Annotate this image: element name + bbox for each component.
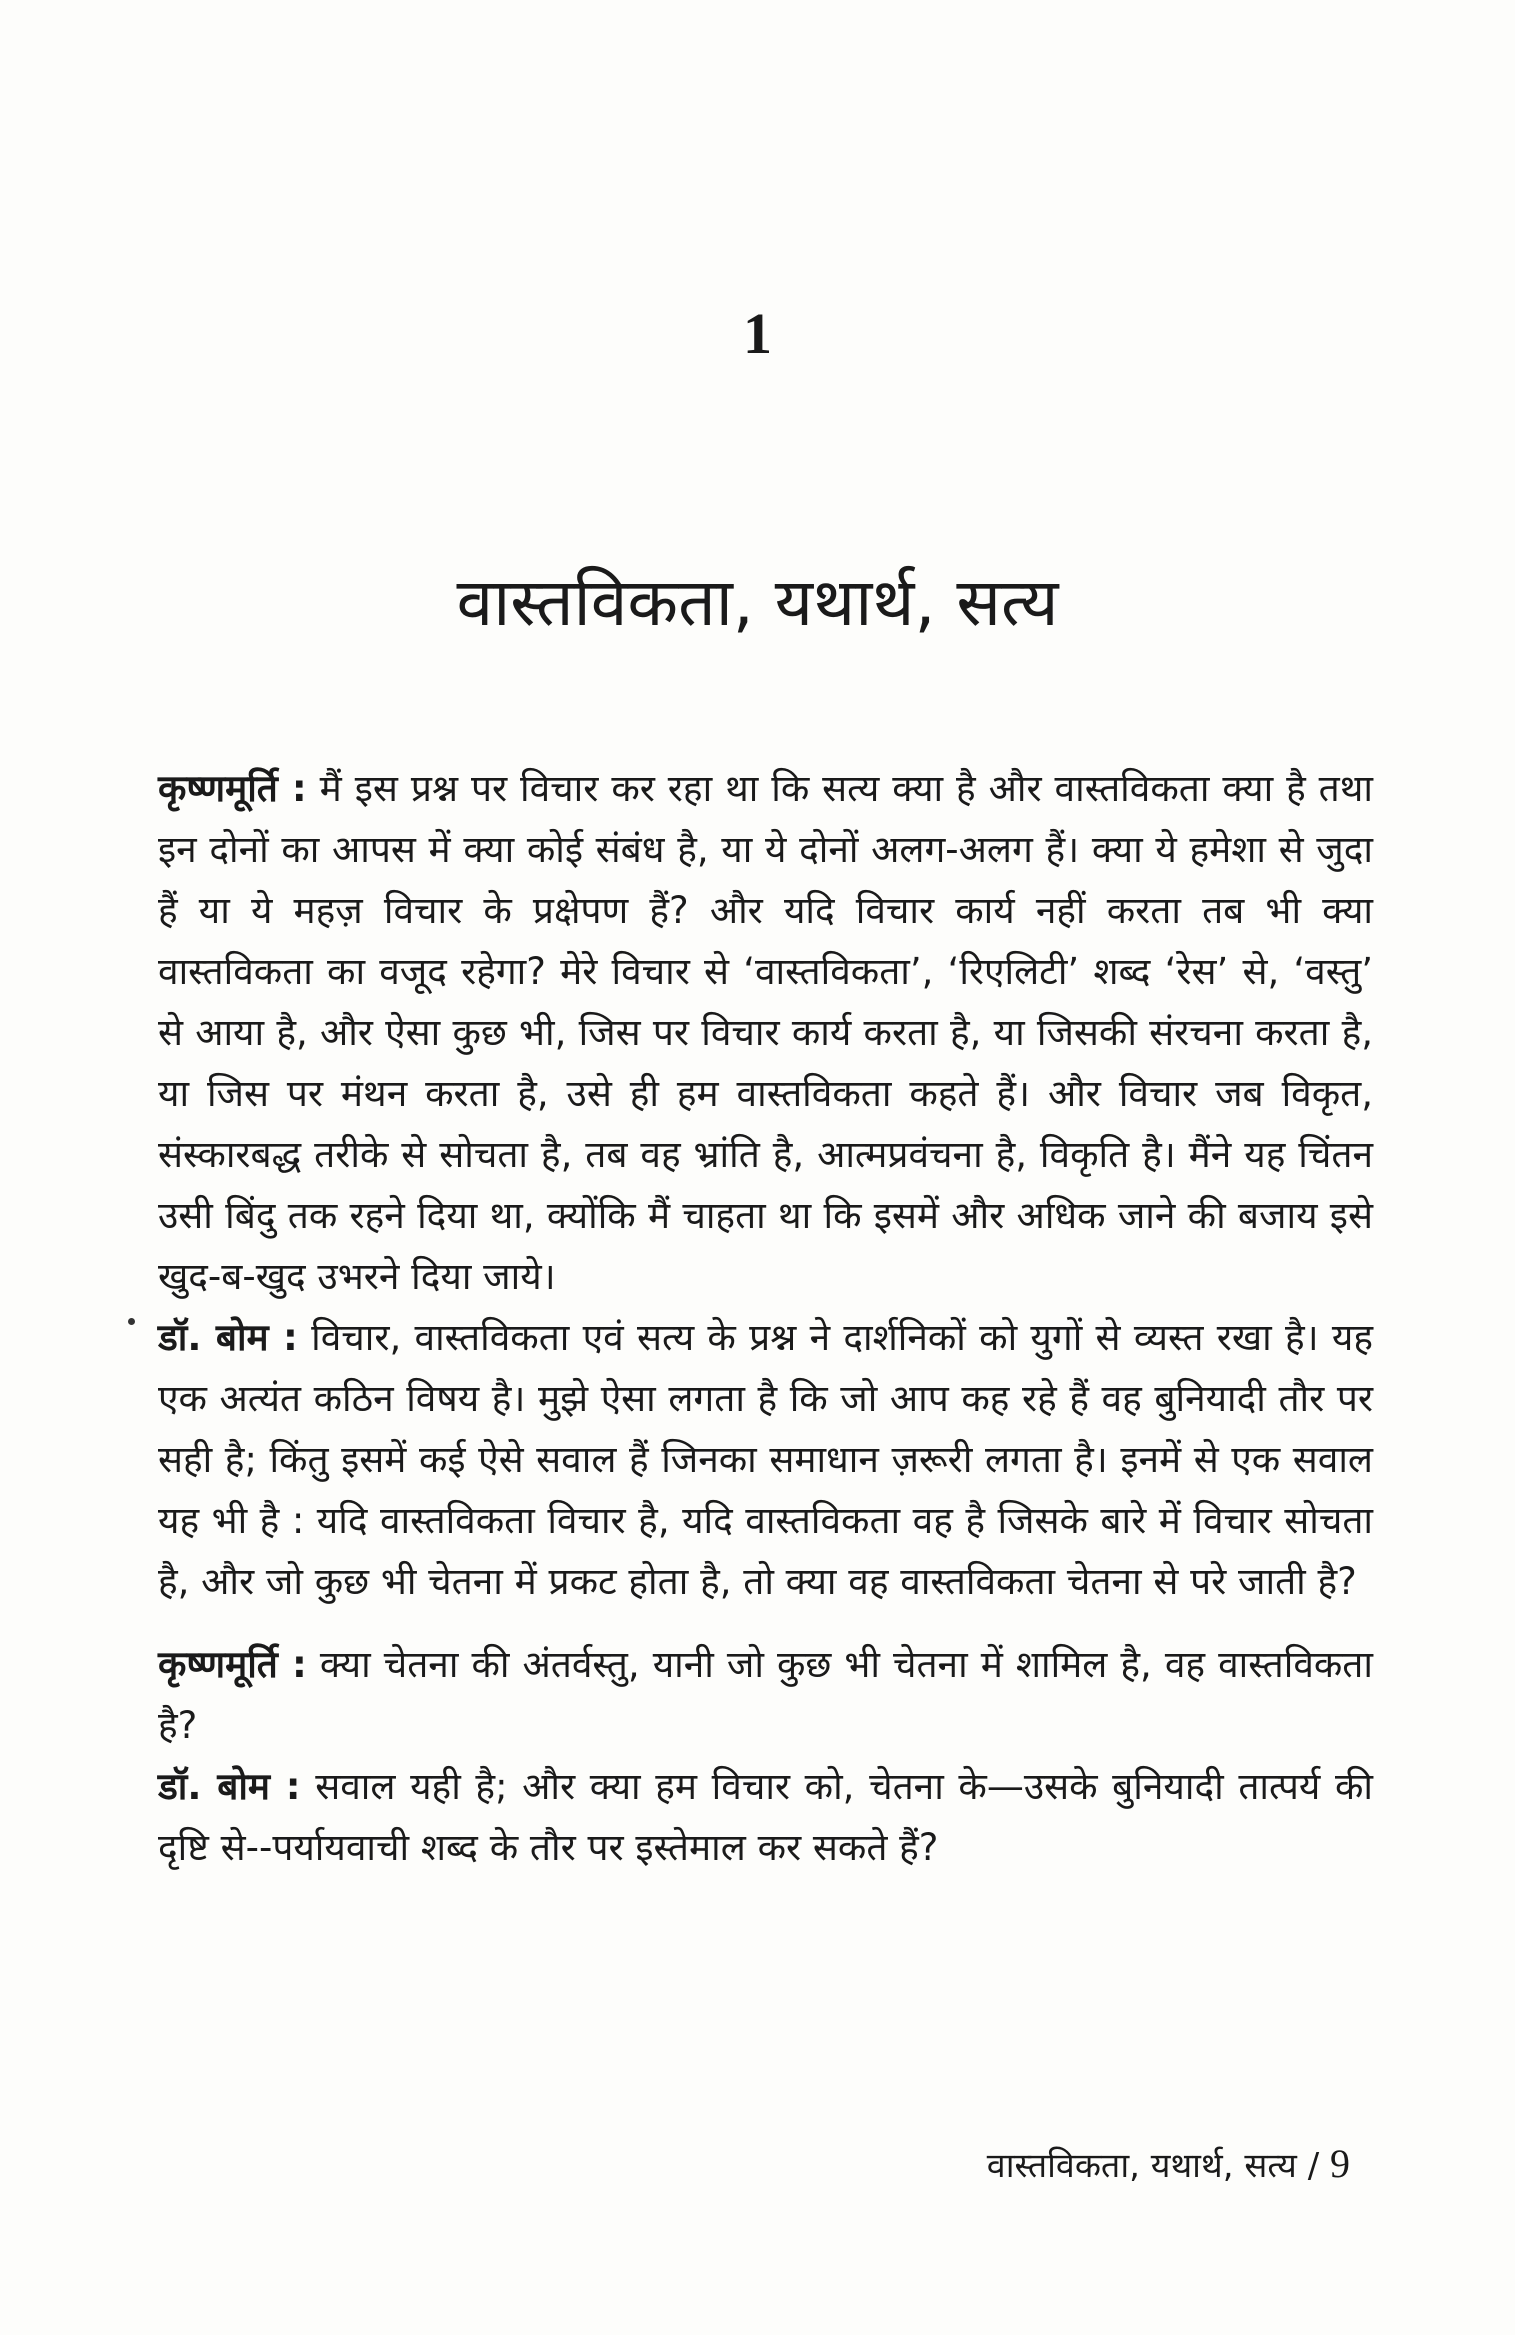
speaker-label: डॉ. बोम : <box>158 1316 298 1359</box>
speaker-label: कृष्णमूर्ति : <box>158 767 307 810</box>
chapter-number: 1 <box>743 301 772 366</box>
paragraph-bohm-2 <box>158 1756 1373 1878</box>
paragraph-text: सवाल यही है; और क्या हम विचार को, चेतना के—उसके बुनियादी तात्पर्य की दृष्टि से--पर्यायवाची शब्द के तौर पर इस्तेमाल कर सकते हैं? <box>158 1765 1373 1869</box>
paragraph-krishnamurti-2 <box>158 1634 1373 1756</box>
speaker-label: कृष्णमूर्ति : <box>158 1643 307 1686</box>
paragraph-krishnamurti-1 <box>158 758 1373 1307</box>
speaker-label: डॉ. बोम : <box>158 1765 301 1808</box>
page-footer <box>880 2140 1350 2187</box>
body-text <box>158 758 1373 1878</box>
paragraph-text: मैं इस प्रश्न पर विचार कर रहा था कि सत्य क्या है और वास्तविकता क्या है तथा इन दोनों का आपस में क्या कोई संबंध है, या ये दोनों अलग-अलग हैं। क्या ये हमेशा से जुदा हैं या ये महज़ विचार के प्रक्षेपण हैं? और यदि विचार कार्य नहीं करता तब भी क्या वास्तविकता का वजूद रहेगा? मेरे विचार से ‘वास्तविकता’, ‘रिएलिटी’ शब्द ‘रेस’ से, ‘वस्तु’ से आया है, और ऐसा कुछ भी, जिस पर विचार कार्य करता है, या जिसकी संरचना करता है, या जिस पर मंथन करता है, उसे ही हम वास्तविकता कहते हैं। और विचार जब विकृत, संस्कारबद्ध तरीके से सोचता है, तब वह भ्रांति है, आत्मप्रवंचना है, विकृति है। मैंने यह चिंतन उसी बिंदु तक रहने दिया था, क्योंकि मैं चाहता था कि इसमें और अधिक जाने की बजाय इसे खुद-ब-खुद उभरने दिया जाये। <box>158 767 1374 1298</box>
paragraph-bohm-1 <box>158 1307 1373 1612</box>
chapter-title: वास्तविकता, यथार्थ, सत्य <box>456 564 1059 641</box>
page-number: 9 <box>1330 2141 1350 2186</box>
margin-mark <box>128 1318 135 1325</box>
paragraph-text: विचार, वास्तविकता एवं सत्य के प्रश्न ने दार्शनिकों को युगों से व्यस्त रखा है। यह एक अत्यंत कठिन विषय है। मुझे ऐसा लगता है कि जो आप कह रहे हैं वह बुनियादी तौर पर सही है; किंतु इसमें कई ऐसे सवाल हैं जिनका समाधान ज़रूरी लगता है। इनमें से एक सवाल यह भी है : यदि वास्तविकता विचार है, यदि वास्तविकता वह है जिसके बारे में विचार सोचता है, और जो कुछ भी चेतना में प्रकट होता है, तो क्या वह वास्तविकता चेतना से परे जाती है? <box>158 1316 1373 1603</box>
running-title: वास्तविकता, यथार्थ, सत्य <box>986 2146 1297 2186</box>
footer-separator: / <box>1307 2146 1320 2186</box>
paragraph-text: क्या चेतना की अंतर्वस्तु, यानी जो कुछ भी चेतना में शामिल है, वह वास्तविकता है? <box>158 1643 1373 1747</box>
